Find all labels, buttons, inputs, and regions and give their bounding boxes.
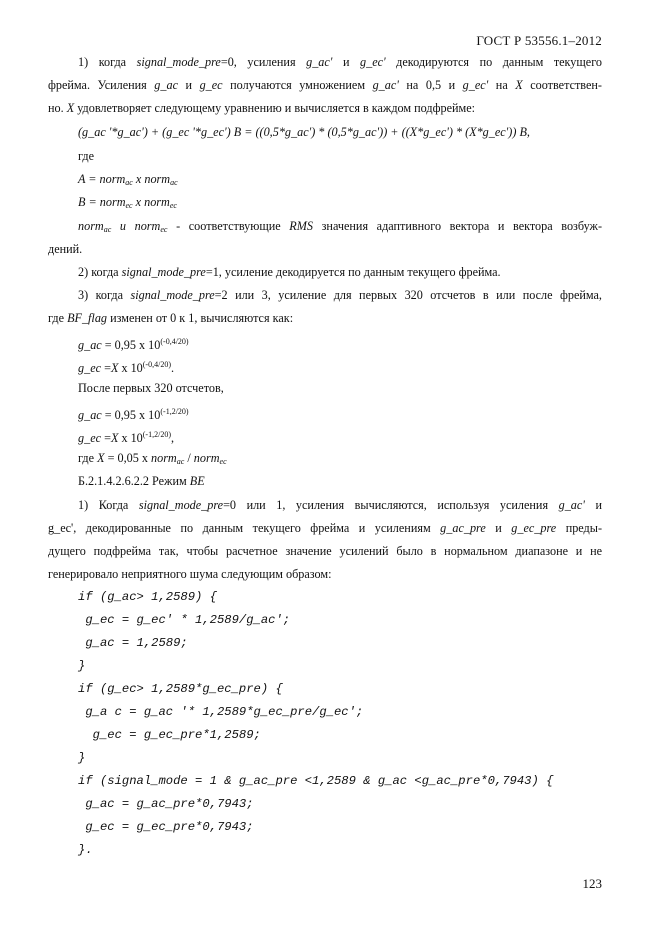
paragraph-line: фрейма. Усиления g_ac и g_ec получаются умножением g_ac' на 0,5 и g_ec' на X соответствен- (48, 78, 602, 92)
code-line: g_ec = g_ec' * 1,2589/g_ac'; (78, 613, 291, 627)
formula: g_ac = 0,95 x $10^{(-1,2/20)}$ (78, 407, 189, 422)
code-line: }. (78, 843, 93, 857)
paragraph-line: norm$_{ac}$ и norm$_{ec}$ - соответствующие RMS значения адаптивного вектора и вектора возбуж- (78, 219, 602, 234)
paragraph-line: дущего подфрейма так, чтобы расчетное значение усилений было в нормальном диапазоне и не (48, 544, 602, 558)
code-line: g_ac = g_ac_pre*0,7943; (78, 797, 254, 811)
code-line: } (78, 659, 86, 673)
equation: B = norm$_{ec}$ x norm$_{ec}$ (78, 195, 177, 210)
formula: g_ec =X x $10^{(-0,4/20)}$. (78, 360, 175, 375)
paragraph-line: После первых 320 отсчетов, (78, 381, 224, 395)
formula: где X = 0,05 x norm$_{ac}$ / norm$_{ec}$ (78, 451, 227, 466)
code-line: } (78, 751, 86, 765)
paragraph-line: 2) когда signal_mode_pre=1, усиление декодируется по данным текущего фрейма. (78, 265, 501, 279)
code-line: g_ac = 1,2589; (78, 636, 188, 650)
paragraph-line: 1) когда signal_mode_pre=0, усиления g_ac' и g_ec' декодируются по данным текущего (78, 55, 602, 69)
code-line: if (g_ac> 1,2589) { (78, 590, 217, 604)
document-header: ГОСТ Р 53556.1–2012 (476, 33, 602, 48)
code-line: g_ec = g_ec_pre*1,2589; (78, 728, 261, 742)
equation: A = norm$_{ac}$ x norm$_{ac}$ (78, 172, 178, 187)
formula: g_ac = 0,95 x $10^{(-0,4/20)}$ (78, 337, 189, 352)
page-number: 123 (582, 876, 602, 891)
code-line: if (signal_mode = 1 & g_ac_pre <1,2589 & g_ac <g_ac_pre*0,7943) { (78, 774, 554, 788)
paragraph-line: дений. (48, 242, 83, 256)
code-line: g_ec = g_ec_pre*0,7943; (78, 820, 254, 834)
paragraph-line: где BF_flag изменен от 0 к 1, вычисляются как: (48, 311, 294, 325)
section-heading: Б.2.1.4.2.6.2.2 Режим BE (78, 474, 205, 488)
paragraph-line: 3) когда signal_mode_pre=2 или 3, усиление для первых 320 отсчетов в или после фрейма, (78, 288, 602, 302)
paragraph-line: g_ec', декодированные по данным текущего фрейма и усилениям g_ac_pre и g_ec_pre преды- (48, 521, 603, 535)
code-line: g_a c = g_ac '* 1,2589*g_ec_pre/g_ec'; (78, 705, 364, 719)
paragraph-line: генерировало неприятного шума следующим образом: (48, 567, 332, 581)
paragraph-line: но. X удовлетворяет следующему уравнению и вычисляется в каждом подфрейме: (48, 101, 476, 115)
formula: g_ec =X x $10^{(-1,2/20)}$, (78, 430, 175, 445)
code-line: if (g_ec> 1,2589*g_ec_pre) { (78, 682, 283, 696)
where-label: где (78, 149, 95, 163)
equation: (g_ac '*g_ac') + (g_ec '*g_ec') B = ((0,5*g_ac') * (0,5*g_ac')) + ((X*g_ec') * (X*g_ec')) B, (78, 125, 530, 139)
paragraph-line: 1) Когда signal_mode_pre=0 или 1, усиления вычисляются, используя усиления g_ac' и (78, 498, 602, 512)
